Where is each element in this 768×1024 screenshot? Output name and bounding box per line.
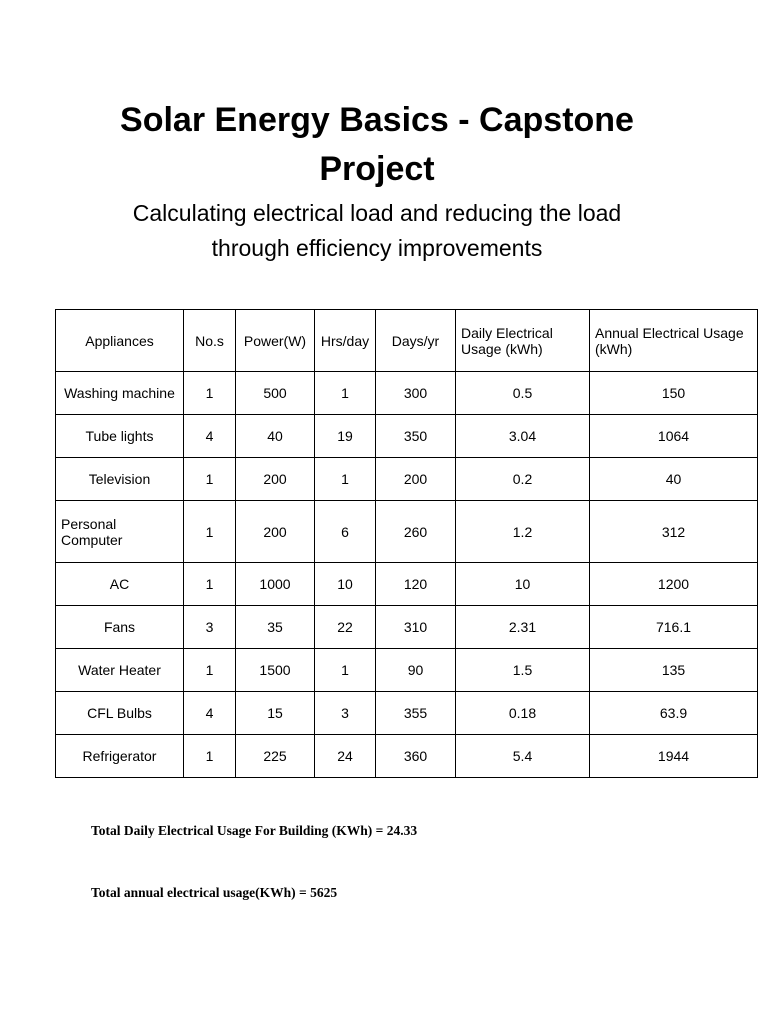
table-header-row [56, 310, 758, 372]
daily-usage-cell: 0.5 [456, 372, 590, 415]
nos-cell: 1 [184, 735, 236, 778]
nos-cell: 1 [184, 649, 236, 692]
annual-usage-cell: 63.9 [590, 692, 758, 735]
annual-usage-cell: 1944 [590, 735, 758, 778]
power-cell: 1000 [236, 563, 315, 606]
hrs-cell: 3 [315, 692, 376, 735]
power-cell: 225 [236, 735, 315, 778]
days-cell: 200 [376, 458, 456, 501]
appliance-cell: Personal Computer [56, 501, 184, 563]
table-row [56, 692, 758, 735]
appliance-cell: CFL Bulbs [56, 692, 184, 735]
daily-usage-cell: 1.5 [456, 649, 590, 692]
header-power: Power(W) [236, 310, 315, 372]
table-row [56, 372, 758, 415]
subtitle-line-2: through efficiency improvements [211, 235, 543, 261]
table-row [56, 563, 758, 606]
hrs-cell: 1 [315, 458, 376, 501]
title-line-1: Solar Energy Basics - Capstone [120, 101, 634, 139]
daily-usage-cell: 2.31 [456, 606, 590, 649]
hrs-cell: 19 [315, 415, 376, 458]
power-cell: 40 [236, 415, 315, 458]
table-row [56, 606, 758, 649]
title-line-2: Project [319, 150, 435, 188]
total-annual-usage: Total annual electrical usage(KWh) = 5625 [91, 885, 338, 900]
hrs-cell: 24 [315, 735, 376, 778]
header-appliances: Appliances [56, 310, 184, 372]
power-cell: 35 [236, 606, 315, 649]
days-cell: 120 [376, 563, 456, 606]
nos-cell: 3 [184, 606, 236, 649]
hrs-cell: 6 [315, 501, 376, 563]
nos-cell: 1 [184, 458, 236, 501]
daily-usage-cell: 5.4 [456, 735, 590, 778]
hrs-cell: 22 [315, 606, 376, 649]
annual-usage-cell: 150 [590, 372, 758, 415]
appliance-cell: AC [56, 563, 184, 606]
table-row [56, 735, 758, 778]
days-cell: 260 [376, 501, 456, 563]
header-days-per-year: Days/yr [376, 310, 456, 372]
table-body [56, 372, 758, 778]
days-cell: 300 [376, 372, 456, 415]
header-annual-usage: Annual Electrical Usage (kWh) [590, 310, 758, 372]
power-cell: 15 [236, 692, 315, 735]
hrs-cell: 1 [315, 372, 376, 415]
annual-usage-cell: 40 [590, 458, 758, 501]
table-row [56, 501, 758, 563]
annual-usage-cell: 1200 [590, 563, 758, 606]
electrical-usage-table [55, 309, 758, 778]
appliance-cell: Refrigerator [56, 735, 184, 778]
appliance-cell: Television [56, 458, 184, 501]
subtitle-line-1: Calculating electrical load and reducing the load [132, 200, 622, 226]
document-subtitle [80, 196, 674, 266]
days-cell: 90 [376, 649, 456, 692]
header-hrs-per-day: Hrs/day [315, 310, 376, 372]
annual-usage-cell: 1064 [590, 415, 758, 458]
power-cell: 200 [236, 458, 315, 501]
appliance-cell: Washing machine [56, 372, 184, 415]
daily-usage-cell: 10 [456, 563, 590, 606]
nos-cell: 1 [184, 563, 236, 606]
days-cell: 350 [376, 415, 456, 458]
appliance-cell: Fans [56, 606, 184, 649]
days-cell: 360 [376, 735, 456, 778]
days-cell: 355 [376, 692, 456, 735]
document-title [80, 96, 674, 194]
power-cell: 1500 [236, 649, 315, 692]
header-daily-usage: Daily Electrical Usage (kWh) [456, 310, 590, 372]
header-nos: No.s [184, 310, 236, 372]
power-cell: 500 [236, 372, 315, 415]
daily-usage-cell: 1.2 [456, 501, 590, 563]
nos-cell: 4 [184, 415, 236, 458]
table-row [56, 649, 758, 692]
appliance-cell: Water Heater [56, 649, 184, 692]
annual-usage-cell: 135 [590, 649, 758, 692]
total-daily-usage: Total Daily Electrical Usage For Building (KWh) = 24.33 [91, 823, 418, 838]
daily-usage-cell: 3.04 [456, 415, 590, 458]
daily-usage-cell: 0.2 [456, 458, 590, 501]
nos-cell: 1 [184, 501, 236, 563]
table-row [56, 458, 758, 501]
hrs-cell: 10 [315, 563, 376, 606]
appliance-cell: Tube lights [56, 415, 184, 458]
days-cell: 310 [376, 606, 456, 649]
annual-usage-cell: 716.1 [590, 606, 758, 649]
daily-usage-cell: 0.18 [456, 692, 590, 735]
table-row [56, 415, 758, 458]
nos-cell: 1 [184, 372, 236, 415]
annual-usage-cell: 312 [590, 501, 758, 563]
nos-cell: 4 [184, 692, 236, 735]
hrs-cell: 1 [315, 649, 376, 692]
power-cell: 200 [236, 501, 315, 563]
